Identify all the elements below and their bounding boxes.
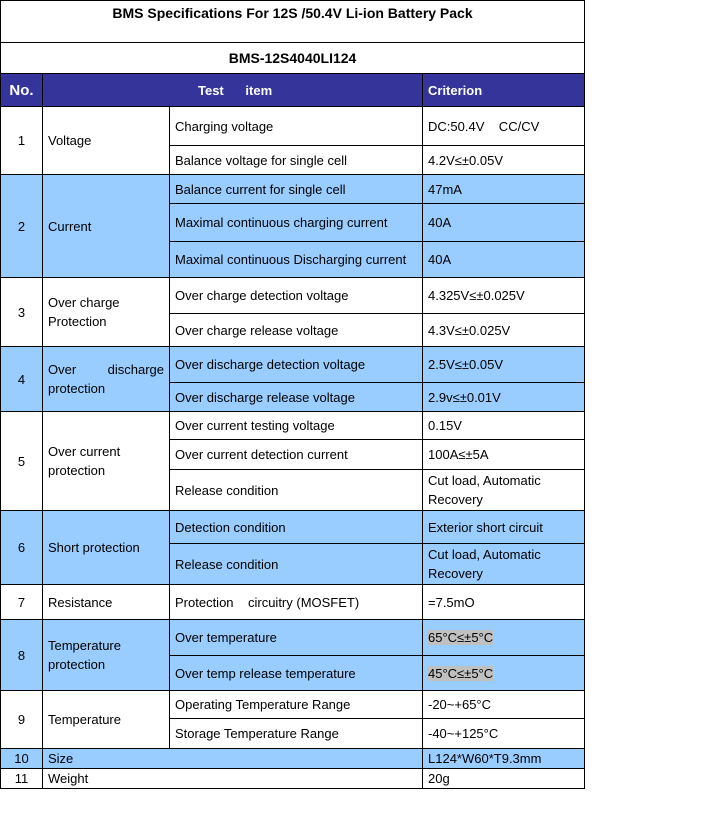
row-category: Temperature [43,691,170,749]
item-value: 2.5V≤±0.05V [423,347,585,383]
item-value: =7.5mO [423,585,585,620]
item-label: Over temperature [170,620,423,656]
table-row [1,511,585,544]
table-row [1,175,585,204]
item-label: Maximal continuous charging current [170,204,423,242]
row-category: Temperature protection [43,620,170,691]
table-row [1,769,585,789]
row-category: Current [43,175,170,278]
row-number: 10 [1,749,43,769]
item-label: Over temp release temperature [170,656,423,691]
item-value: L124*W60*T9.3mm [423,749,585,769]
row-number: 6 [1,511,43,585]
item-label: Over charge release voltage [170,314,423,347]
item-label: Release condition [170,470,423,511]
item-value: 40A [423,242,585,278]
item-value: 4.3V≤±0.025V [423,314,585,347]
table-row [1,585,585,620]
item-value: Cut load, Automatic Recovery [423,544,585,585]
model-number: BMS-12S4040LI124 [1,43,585,74]
item-label: Over current detection current [170,440,423,470]
item-value: 4.325V≤±0.025V [423,278,585,314]
row-category: Over discharge protection [43,347,170,412]
table-row [1,620,585,656]
item-value: 100A≤±5A [423,440,585,470]
header-test-item: Test item [43,74,423,107]
row-number: 11 [1,769,43,789]
row-number: 8 [1,620,43,691]
item-value: 0.15V [423,412,585,440]
item-value: 47mA [423,175,585,204]
table-row [1,107,585,146]
document-title: BMS Specifications For 12S /50.4V Li-ion Battery Pack [1,1,585,43]
row-number: 1 [1,107,43,175]
row-category: Weight [43,769,423,789]
row-category: Over current protection [43,412,170,511]
row-category: Voltage [43,107,170,175]
item-label: Over discharge detection voltage [170,347,423,383]
header-no: No. [1,74,43,107]
item-value: -20~+65°C [423,691,585,719]
item-label: Maximal continuous Discharging current [170,242,423,278]
item-label: Detection condition [170,511,423,544]
row-number: 5 [1,412,43,511]
item-label: Over discharge release voltage [170,383,423,412]
item-label: Balance voltage for single cell [170,146,423,175]
table-row [1,691,585,719]
table-row [1,278,585,314]
item-label: Operating Temperature Range [170,691,423,719]
header-criterion: Criterion [423,74,585,107]
row-category: Size [43,749,423,769]
row-number: 7 [1,585,43,620]
item-value: DC:50.4V CC/CV [423,107,585,146]
row-number: 4 [1,347,43,412]
item-label: Balance current for single cell [170,175,423,204]
table-row [1,347,585,383]
row-category: Short protection [43,511,170,585]
item-value: -40~+125°C [423,719,585,749]
row-number: 2 [1,175,43,278]
item-value: 40A [423,204,585,242]
item-label: Protection circuitry (MOSFET) [170,585,423,620]
item-label: Over current testing voltage [170,412,423,440]
table-header [1,74,585,107]
item-value: 45°C≤±5°C [428,665,494,681]
item-label: Storage Temperature Range [170,719,423,749]
table-row [1,412,585,440]
row-category: Over charge Protection [43,278,170,347]
item-label: Charging voltage [170,107,423,146]
item-value: 2.9v≤±0.01V [423,383,585,412]
item-value-cell [423,656,585,691]
item-value: 4.2V≤±0.05V [423,146,585,175]
row-category: Resistance [43,585,170,620]
item-label: Over charge detection voltage [170,278,423,314]
item-value: Exterior short circuit [423,511,585,544]
item-label: Release condition [170,544,423,585]
item-value: Cut load, Automatic Recovery [423,470,585,511]
row-number: 9 [1,691,43,749]
row-number: 3 [1,278,43,347]
item-value: 65°C≤±5°C [428,630,494,645]
item-value: 20g [423,769,585,789]
table-row [1,749,585,769]
item-value-cell [423,620,585,656]
